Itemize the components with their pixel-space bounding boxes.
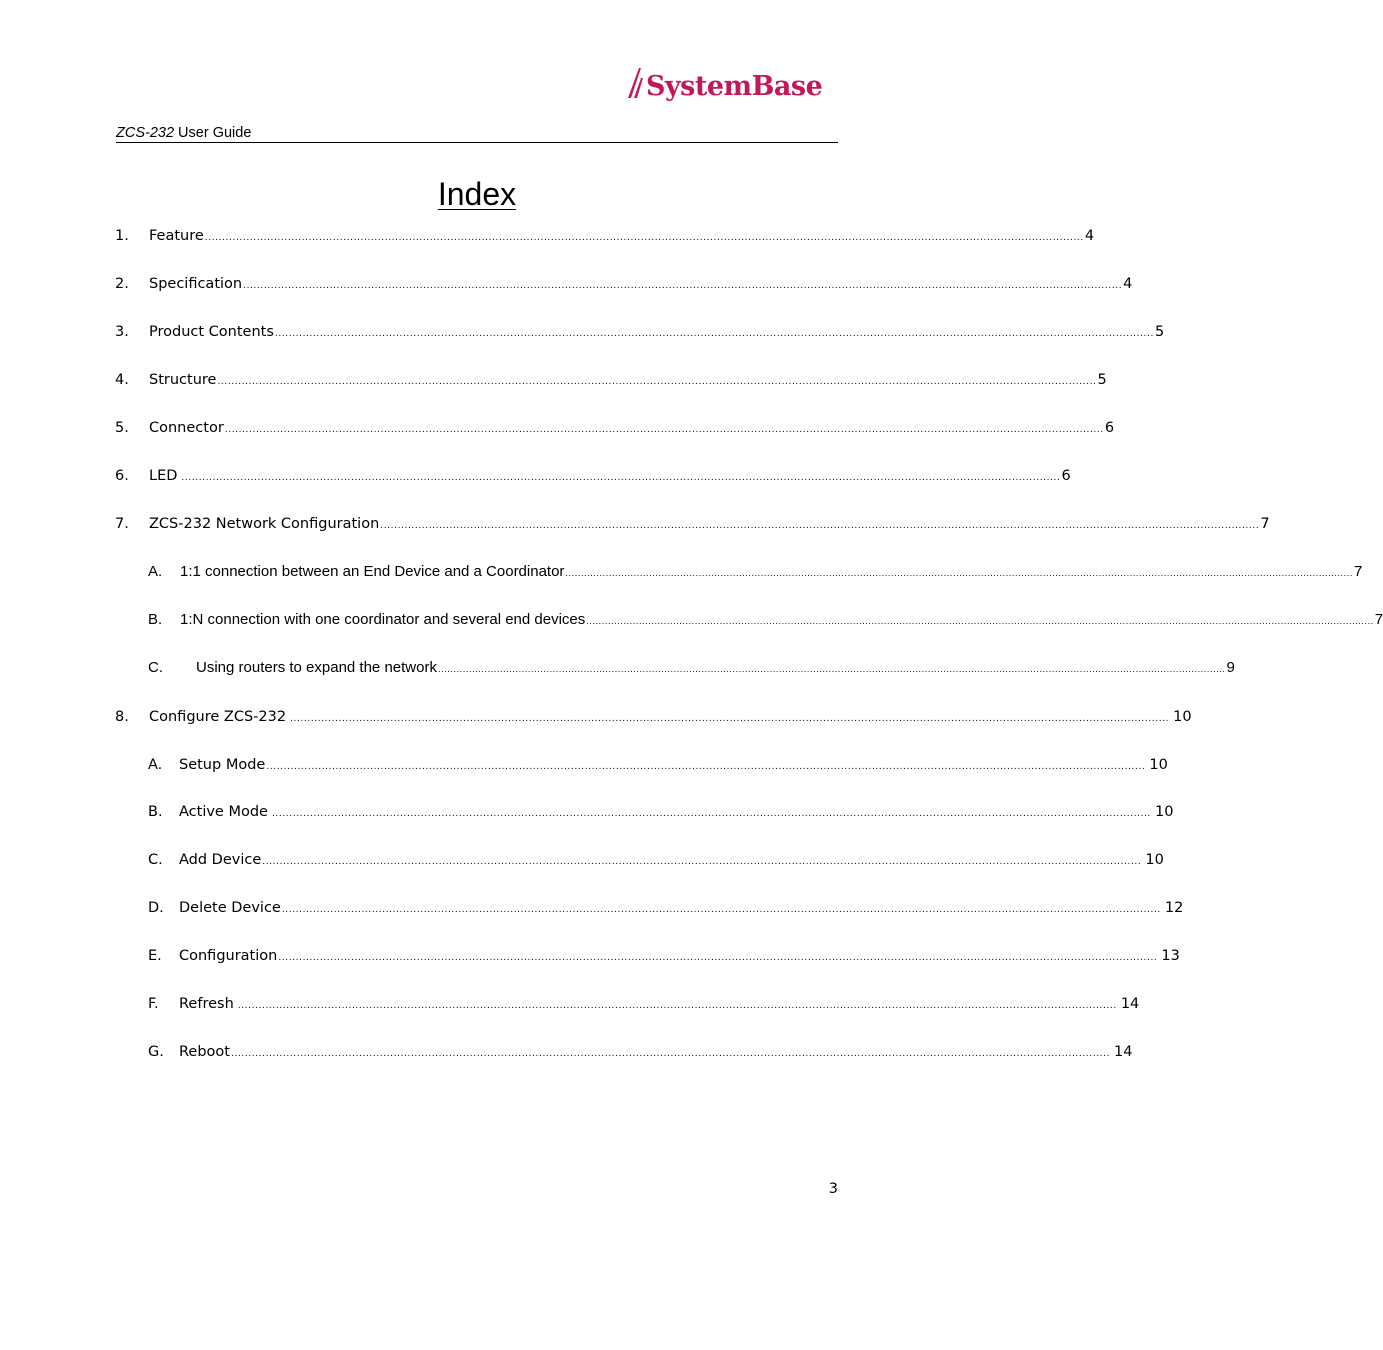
- toc-leader: ..............................................................................................................................................................................................................................................................: [274, 329, 1154, 339]
- page-title: [0, 174, 954, 214]
- toc-page: 6: [1061, 468, 1071, 484]
- toc-number: A.: [148, 757, 163, 773]
- toc-entry[interactable]: [0, 1041, 1133, 1063]
- page-number: 3: [828, 1181, 838, 1197]
- toc-page: 7: [1353, 563, 1363, 580]
- toc-leader: ..............................................................................................................................................................................................................................................................: [237, 1001, 1117, 1011]
- toc-entry[interactable]: [0, 897, 1184, 919]
- toc-leader: ..............................................................................................................................................................................................................................................................: [281, 905, 1161, 915]
- toc-page: 4: [1084, 228, 1095, 244]
- toc-label: Connector: [149, 420, 224, 436]
- toc-label: 1:N connection with one coordinator and several end devices: [180, 611, 586, 628]
- toc-entry[interactable]: [0, 801, 1174, 823]
- toc-label: Configure ZCS-232: [149, 709, 287, 725]
- toc-page: 7: [1260, 516, 1270, 532]
- logo-text: SystemBase: [646, 71, 823, 102]
- toc-entry[interactable]: [0, 273, 1133, 295]
- toc-label: LED: [149, 468, 178, 484]
- toc-label: Delete Device: [179, 900, 281, 916]
- toc-leader: ..............................................................................................................................................................................................................................................................: [266, 762, 1146, 772]
- toc-leader: ..............................................................................................................................................................................................................................................................: [181, 473, 1061, 483]
- toc-page: 10: [1145, 852, 1164, 868]
- toc-entry[interactable]: [0, 513, 1270, 535]
- toc-entry[interactable]: [0, 706, 1192, 728]
- toc-label: Reboot: [179, 1044, 230, 1060]
- toc-number: E.: [148, 948, 162, 964]
- toc-label: Feature: [149, 228, 204, 244]
- toc-number: 8.: [115, 709, 129, 725]
- toc-entry[interactable]: [0, 945, 1180, 967]
- toc-number: 6.: [115, 468, 129, 484]
- toc-label: ZCS-232 Network Configuration: [149, 516, 380, 532]
- toc-number: B.: [148, 804, 163, 820]
- toc-entry[interactable]: [0, 993, 1140, 1015]
- toc-leader: ..............................................................................................................................................................................................................................................................: [380, 521, 1260, 531]
- toc-label: 1:1 connection between an End Device and a Coordinator: [180, 563, 565, 580]
- toc-number: G.: [148, 1044, 164, 1060]
- systembase-logo: [626, 62, 822, 100]
- toc-number: A.: [148, 563, 163, 580]
- toc-page: 6: [1104, 420, 1115, 436]
- running-header: [116, 124, 838, 143]
- toc-number: C.: [148, 659, 163, 676]
- toc-entry[interactable]: [0, 225, 1095, 247]
- toc-number: D.: [148, 900, 164, 916]
- toc-page: 9: [1226, 659, 1235, 676]
- toc-page: 14: [1114, 1044, 1133, 1060]
- toc-label: Using routers to expand the network: [196, 659, 437, 676]
- toc-number: F.: [148, 996, 159, 1012]
- toc-leader: ..............................................................................................................................................................................................................................................................: [565, 568, 1353, 578]
- toc-page: 5: [1097, 372, 1107, 388]
- header-model: ZCS-232: [116, 125, 175, 141]
- toc-page: 4: [1123, 276, 1133, 292]
- toc-label: Product Contents: [149, 324, 274, 340]
- toc-label: Structure: [149, 372, 217, 388]
- toc-page: 5: [1154, 324, 1165, 340]
- header-title: User Guide: [174, 125, 252, 141]
- toc-leader: ..............................................................................................................................................................................................................................................................: [278, 953, 1158, 963]
- toc-entry[interactable]: [0, 321, 1165, 343]
- toc-leader: ..............................................................................................................................................................................................................................................................: [586, 616, 1374, 626]
- toc-leader: ..............................................................................................................................................................................................................................................................: [271, 809, 1152, 819]
- page-title-text: Index: [437, 176, 517, 212]
- toc-page: 12: [1164, 900, 1184, 916]
- toc-number: 4.: [115, 372, 129, 388]
- toc-number: 5.: [115, 420, 129, 436]
- toc-page: 7: [1374, 611, 1383, 628]
- toc-entry[interactable]: [0, 609, 1383, 631]
- toc-label: Setup Mode: [179, 757, 266, 773]
- toc-number: 2.: [115, 276, 129, 292]
- toc-page: 13: [1161, 948, 1180, 964]
- toc-label: Active Mode: [179, 804, 268, 820]
- toc-number: 7.: [115, 516, 129, 532]
- toc-label: Specification: [149, 276, 243, 292]
- toc-entry[interactable]: [0, 849, 1164, 871]
- toc-entry[interactable]: [0, 657, 1235, 679]
- toc-entry[interactable]: [0, 561, 1363, 583]
- logo-mark-icon: [626, 64, 648, 100]
- toc-entry[interactable]: [0, 754, 1168, 776]
- toc-page: 10: [1149, 757, 1168, 773]
- toc-leader: ..............................................................................................................................................................................................................................................................: [224, 425, 1104, 435]
- toc-entry[interactable]: [0, 369, 1107, 391]
- toc-label: Configuration: [179, 948, 278, 964]
- toc-page: 10: [1155, 804, 1174, 820]
- toc-label: Refresh: [179, 996, 234, 1012]
- toc-entry[interactable]: [0, 417, 1115, 439]
- toc-page: 10: [1173, 709, 1192, 725]
- toc-leader: ..............................................................................................................................................................................................................................................................: [290, 714, 1170, 724]
- toc-label: Add Device: [179, 852, 262, 868]
- toc-number: C.: [148, 852, 163, 868]
- toc-number: B.: [148, 611, 163, 628]
- toc-leader: ..............................................................................................................................................................................................................................................................: [230, 1049, 1111, 1059]
- toc-leader: ..............................................................................................................................................................................................................................................................: [217, 377, 1097, 387]
- toc-leader: ..............................................................................................................................................................................................................................................................: [262, 857, 1142, 867]
- toc-entry[interactable]: [0, 465, 1071, 487]
- toc-number: 3.: [115, 324, 129, 340]
- toc-page: 14: [1120, 996, 1140, 1012]
- toc-number: 1.: [115, 228, 129, 244]
- toc-leader: ..............................................................................................................................................................................................................................................................: [204, 233, 1084, 243]
- toc-leader: ..............................................................................................................................................................................................................................................................: [437, 664, 1226, 674]
- toc-leader: ..............................................................................................................................................................................................................................................................: [243, 281, 1123, 291]
